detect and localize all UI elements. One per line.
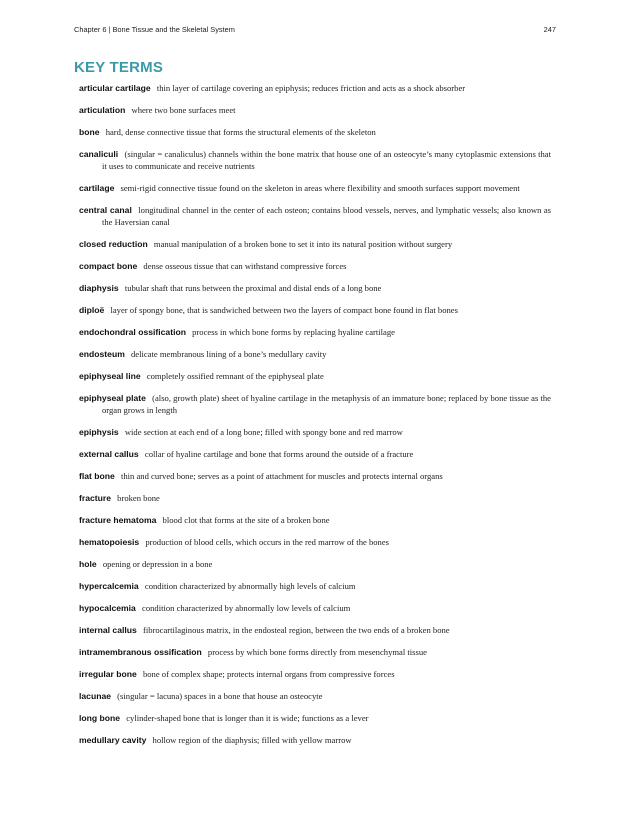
glossary-definition: process in which bone forms by replacing hyaline cartilage (192, 327, 395, 337)
glossary-term: hole (79, 559, 97, 569)
glossary-entry (79, 282, 551, 294)
glossary-entry (79, 260, 551, 272)
glossary-entry (79, 690, 551, 702)
glossary-entry (79, 712, 551, 724)
glossary-term: articular cartilage (79, 83, 151, 93)
glossary-definition: thin and curved bone; serves as a point of attachment for muscles and protects internal organs (120, 471, 443, 481)
glossary-entry (79, 734, 551, 746)
glossary-entry (79, 514, 551, 526)
glossary-term: endosteum (79, 349, 125, 359)
glossary-definition: hard, dense connective tissue that forms the structural elements of the skeleton (105, 127, 376, 137)
glossary-entry (79, 104, 551, 116)
glossary-definition: tubular shaft that runs between the proximal and distal ends of a long bone (124, 283, 382, 293)
glossary-term: intramembranous ossification (79, 647, 202, 657)
glossary-term: canaliculi (79, 149, 119, 159)
glossary-term: diaphysis (79, 283, 119, 293)
running-header (74, 25, 556, 37)
glossary-definition: semi-rigid connective tissue found on the skeleton in areas where flexibility and smooth surfaces support movement (120, 183, 520, 193)
glossary-entry (79, 602, 551, 614)
glossary-term: lacunae (79, 691, 112, 701)
glossary-entry (79, 348, 551, 360)
glossary-term: irregular bone (79, 669, 137, 679)
glossary-definition: manual manipulation of a broken bone to set it into its natural position without surgery (153, 239, 453, 249)
glossary-term: epiphyseal plate (79, 393, 146, 403)
glossary-entry (79, 536, 551, 548)
glossary-term: hematopoiesis (79, 537, 140, 547)
glossary-entry (79, 624, 551, 636)
glossary-term: hypocalcemia (79, 603, 136, 613)
glossary-entry (79, 646, 551, 658)
page-number: 247 (543, 25, 556, 34)
glossary-entry (79, 182, 551, 194)
glossary-term: central canal (79, 205, 132, 215)
glossary-definition: collar of hyaline cartilage and bone that forms around the outside of a fracture (144, 449, 414, 459)
glossary-term: flat bone (79, 471, 115, 481)
glossary-term: epiphyseal line (79, 371, 141, 381)
glossary-definition: completely ossified remnant of the epiphyseal plate (146, 371, 324, 381)
glossary-definition: (singular = canaliculus) channels within the bone matrix that house one of an osteocyte’s many cytoplasmic extensions that it uses to communicate and receive nutrients (102, 149, 552, 171)
glossary-entry (79, 304, 551, 316)
glossary-definition: broken bone (117, 493, 160, 503)
glossary-term: medullary cavity (79, 735, 147, 745)
glossary-definition: dense osseous tissue that can withstand compressive forces (143, 261, 347, 271)
glossary-entry (79, 426, 551, 438)
glossary-term: compact bone (79, 261, 138, 271)
glossary-term: internal callus (79, 625, 137, 635)
glossary-definition: process by which bone forms directly from mesenchymal tissue (207, 647, 427, 657)
glossary-entry (79, 470, 551, 482)
glossary-entry (79, 392, 551, 416)
glossary-entry (79, 448, 551, 460)
glossary-definition: (singular = lacuna) spaces in a bone that house an osteocyte (117, 691, 323, 701)
glossary-definition: thin layer of cartilage covering an epiphysis; reduces friction and acts as a shock absorber (156, 83, 466, 93)
glossary-entry (79, 558, 551, 570)
glossary-definition: condition characterized by abnormally low levels of calcium (142, 603, 351, 613)
glossary-definition: cylinder-shaped bone that is longer than it is wide; functions as a lever (126, 713, 369, 723)
glossary-term: articulation (79, 105, 126, 115)
glossary-entry (79, 204, 551, 228)
glossary-entry (79, 126, 551, 138)
chapter-title: Chapter 6 | Bone Tissue and the Skeletal System (74, 25, 235, 34)
glossary-term: fracture (79, 493, 111, 503)
glossary-entry (79, 148, 551, 172)
glossary-definition: longitudinal channel in the center of each osteon; contains blood vessels, nerves, and lymphatic vessels; also known as the Haversian canal (102, 205, 551, 227)
glossary-entry (79, 326, 551, 338)
glossary-term: cartilage (79, 183, 115, 193)
glossary-entry (79, 580, 551, 592)
section-title: KEY TERMS (74, 59, 164, 76)
glossary-definition: delicate membranous lining of a bone’s medullary cavity (131, 349, 327, 359)
glossary-entry (79, 370, 551, 382)
glossary-definition: fibrocartilaginous matrix, in the endosteal region, between the two ends of a broken bone (142, 625, 450, 635)
glossary-entry (79, 238, 551, 250)
glossary-term: bone (79, 127, 100, 137)
glossary-definition: layer of spongy bone, that is sandwiched between two the layers of compact bone found in flat bones (110, 305, 458, 315)
key-terms-list (79, 82, 551, 756)
glossary-entry (79, 492, 551, 504)
glossary-definition: (also, growth plate) sheet of hyaline cartilage in the metaphysis of an immature bone; replaced by bone tissue as the organ grows in length (102, 393, 551, 415)
glossary-term: endochondral ossification (79, 327, 186, 337)
glossary-definition: where two bone surfaces meet (131, 105, 236, 115)
glossary-definition: opening or depression in a bone (102, 559, 213, 569)
glossary-entry (79, 668, 551, 680)
glossary-term: epiphysis (79, 427, 119, 437)
glossary-definition: production of blood cells, which occurs in the red marrow of the bones (145, 537, 390, 547)
glossary-entry (79, 82, 551, 94)
glossary-definition: condition characterized by abnormally high levels of calcium (144, 581, 356, 591)
glossary-definition: bone of complex shape; protects internal organs from compressive forces (142, 669, 395, 679)
glossary-definition: blood clot that forms at the site of a broken bone (162, 515, 330, 525)
glossary-definition: wide section at each end of a long bone; filled with spongy bone and red marrow (124, 427, 403, 437)
glossary-term: hypercalcemia (79, 581, 139, 591)
glossary-term: diploë (79, 305, 105, 315)
glossary-term: long bone (79, 713, 121, 723)
glossary-definition: hollow region of the diaphysis; filled with yellow marrow (152, 735, 352, 745)
glossary-term: external callus (79, 449, 139, 459)
glossary-term: closed reduction (79, 239, 148, 249)
glossary-term: fracture hematoma (79, 515, 157, 525)
